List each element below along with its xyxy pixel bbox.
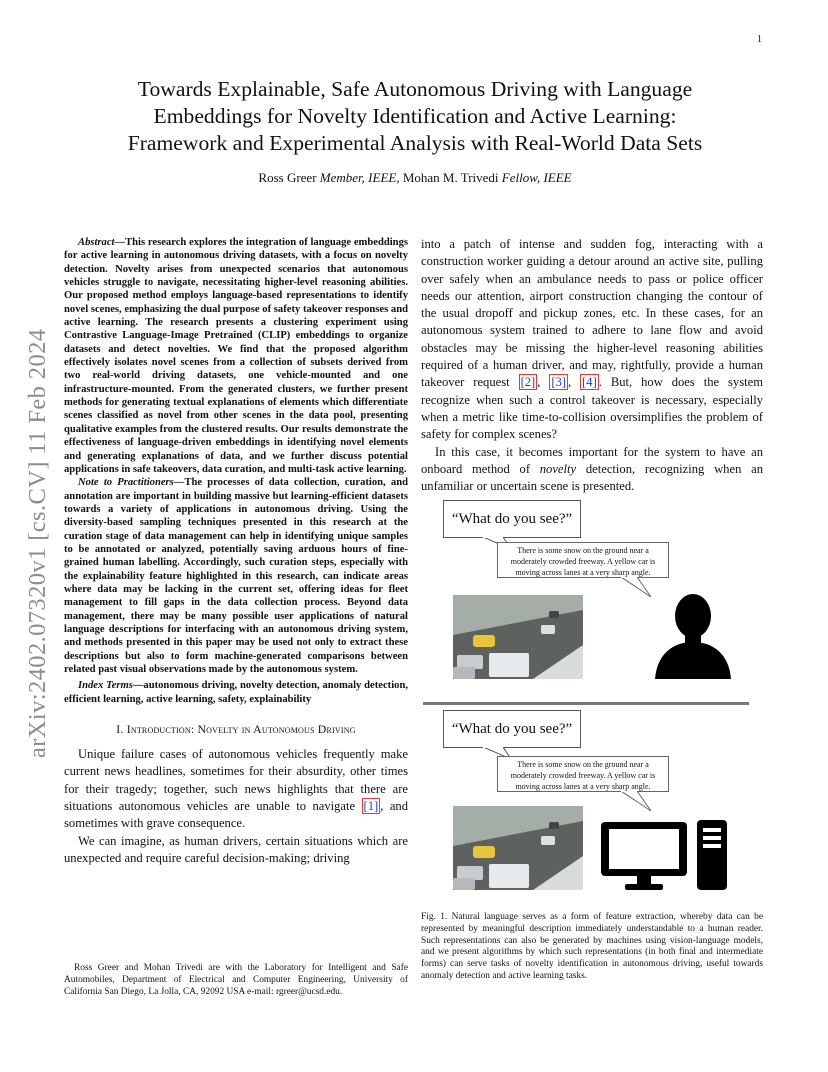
figure-caption: Fig. 1. Natural language serves as a form of feature extraction, whereby data can be represented by meaningful description immediately understandable to a human reader. Such representations can also be generated by machines using vision-language models, and we present algorithms by which such representations (in both final and intermediate forms) can serve tasks of novelty identification in autonomous driving, useful towards anomaly detection and active learning tasks.	[421, 912, 763, 981]
author-name: Ross Greer	[258, 170, 317, 185]
freeway-photo	[453, 595, 583, 679]
paragraph-text: In this case, it becomes important for the system to have an onboard method of	[421, 444, 763, 476]
paragraph-text: detection, recognizing when an unfamiliar or uncertain scene is presented.	[421, 461, 763, 494]
note-to-practitioners	[64, 476, 408, 676]
author-affiliation: Member, IEEE,	[319, 170, 400, 185]
arxiv-identifier[interactable]: arXiv:2402.07320v1 [cs.CV] 11 Feb 2024	[24, 328, 51, 758]
question-text: “What do you see?”	[451, 720, 573, 737]
paragraph-text: . But, how does the system recognize when such a control takeover is necessary, especially when a metric like time-to-collision oversimplifies the problem of safety for complex scenes?	[421, 375, 764, 442]
question-bubble-human	[443, 500, 581, 538]
section-title: Introduction: Novelty in Autonomous Driving	[126, 722, 356, 737]
section-heading	[64, 722, 408, 737]
separator: ,	[568, 375, 581, 390]
section-number: I.	[116, 722, 127, 737]
paragraph: We can imagine, as human drivers, certain situations which are unexpected and require careful decision-making; driving	[64, 833, 408, 865]
author-name: Mohan M. Trivedi	[402, 170, 499, 185]
abstract-text: —This research explores the integration of language embeddings for active learning in autonomous driving datasets, with a focus on novelty detection. Novelty arises from unexpected scenarios that autonomous vehicles struggle to navigate, necessitating higher-level reasoning abilities. Our proposed method employs language-based representations to identify novel scenes, emphasizing the dual purpose of safety takeover responses and active learning. The research presents a clustering experiment using Contrastive Language-Image Pretrained (CLIP) embeddings to organize datasets and detect novelties. We find that the proposed algorithm effectively isolates novel scenes from a collection of subsets derived from two real-world driving datasets, one vehicle-mounted and one infrastructure-mounted. From the generated clusters, we further present methods for generating textual explanations of elements which differentiate scenes classified as novel from other scenes in the data pool, presenting qualitative examples from the clustered results. Our results demonstrate the effectiveness of language-driven embeddings in identifying novel elements and generating explanations of data, and we further discuss potential applications in safe takeovers, data curation, and multi-task active learning.	[64, 237, 408, 475]
figure-1	[421, 498, 763, 906]
introduction-text	[64, 746, 408, 867]
author-list	[70, 170, 760, 186]
paragraph-text: , and sometimes with grave consequence.	[64, 798, 408, 831]
desktop-computer-icon	[599, 820, 729, 892]
paragraph-text: Unique failure cases of autonomous vehicles frequently make current news headlines, sometimes for their absurdity, other times for their tragedy; together, such news highlights that there are situations autonomous vehicles are unable to navigate	[64, 747, 408, 813]
citation-link[interactable]: [1]	[363, 798, 379, 813]
person-silhouette-icon	[653, 584, 733, 679]
answer-bubble-machine	[497, 756, 669, 792]
paragraph-text: into a patch of intense and sudden fog, interacting with a construction worker guiding a detour around an active site, pulling over safely when an ambulance needs to pass or police officer needs our attention, airport construction changing the contour of the usual dropoff and pickup zones, etc. In these cases, for an autonomous system trained to adhere to lane flow and avoid obstacles may be missing the higher-level reasoning abilities required of a human driver, and may, rightfully, provide a human takeover request	[421, 237, 763, 390]
answer-text: There is some snow on the ground near a moderately crowded freeway. A yellow car is moving across lanes at a very sharp angle.	[510, 546, 656, 577]
paragraph	[421, 236, 763, 444]
index-terms-label: Index Terms	[78, 680, 133, 692]
note-label: Note to Practitioners	[78, 477, 174, 489]
freeway-photo	[453, 806, 583, 890]
left-column	[64, 236, 408, 867]
author-affiliation: Fellow, IEEE	[501, 170, 572, 185]
paragraph	[421, 444, 763, 496]
citation-link[interactable]: [4]	[582, 375, 597, 390]
title-line: Towards Explainable, Safe Autonomous Driving with Language	[137, 77, 693, 101]
index-terms-text: —autonomous driving, novelty detection, anomaly detection, efficient learning, active learning, safety, explainability	[64, 680, 408, 705]
question-text: “What do you see?”	[451, 510, 573, 527]
title-line: Framework and Experimental Analysis with Real-World Data Sets	[127, 131, 703, 155]
emphasis-text: novelty	[539, 461, 577, 476]
index-terms	[64, 679, 408, 706]
abstract-label: Abstract	[78, 237, 115, 248]
title-line: Embeddings for Novelty Identification and Active Learning:	[153, 104, 677, 128]
figure-divider	[423, 702, 749, 705]
answer-text: There is some snow on the ground near a moderately crowded freeway. A yellow car is moving across lanes at a very sharp angle.	[510, 760, 656, 791]
bubble-tail	[621, 791, 661, 813]
citation-link[interactable]: [2]	[520, 375, 536, 390]
paper-title	[70, 76, 760, 157]
paragraph	[64, 746, 408, 832]
citation-link[interactable]: [3]	[551, 375, 567, 390]
answer-bubble-human	[497, 542, 669, 578]
page-number: 1	[757, 34, 762, 45]
separator: ,	[537, 375, 550, 390]
footnote: Ross Greer and Mohan Trivedi are with the Laboratory for Intelligent and Safe Automobiles, Department of Electrical and Computer Engineering, University of California San Diego, La Jolla, CA, 92092 USA e-mail: rgreer@ucsd.edu.	[64, 963, 408, 997]
abstract	[64, 236, 408, 476]
right-column	[421, 236, 763, 495]
note-text: —The processes of data collection, curation, and annotation are important in building massive but learning-efficient datasets towards a variety of applications in autonomous driving. Using the diversity-based sampling techniques presented in this research at the curation stage of data management can help in identifying unique samples to be annotated or analyzed, potentially saving arduous hours of fine-grained human labelling. Accordingly, such curation steps, especially with the explainability feature highlighted in this research, can indicate areas where data may be lacking in the current set, offering ideas for fleet management to fill gaps in the data collection process. Beyond data management, there may be many possible user applications of natural language descriptions for interfacing with an autonomous driving system, and methods presented in this paper may be used not only to extract these descriptions but also to form machine-generated comparisons between related past visual observations made by the autonomous system.	[64, 477, 408, 675]
question-bubble-machine	[443, 710, 581, 748]
